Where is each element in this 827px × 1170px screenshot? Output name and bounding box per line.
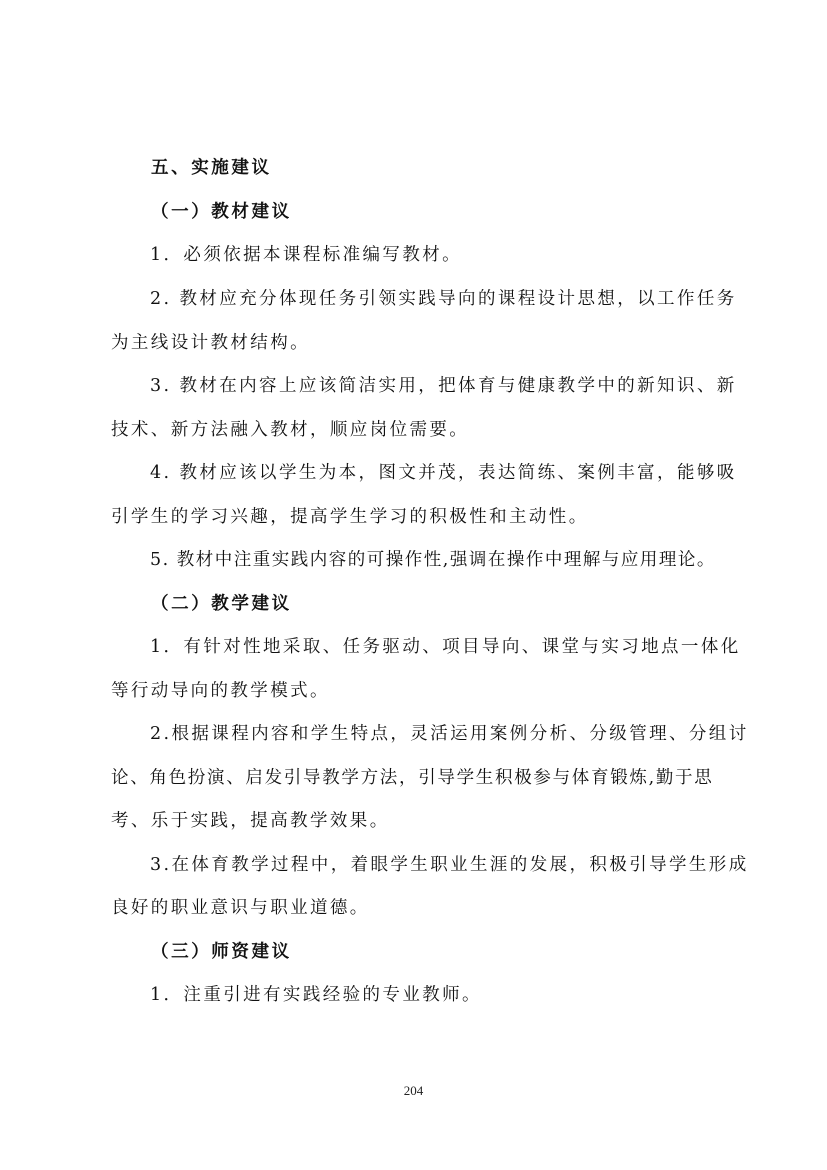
subsection-title-teaching: （二）教学建议 bbox=[151, 594, 292, 614]
paragraph-line: 1．注重引进有实践经验的专业教师。 bbox=[150, 985, 482, 1005]
section-title: 五、实施建议 bbox=[151, 158, 272, 178]
paragraph-line: 考、乐于实践，提高教学效果。 bbox=[111, 811, 390, 831]
paragraph-line: 5. 教材中注重实践内容的可操作性,强调在操作中理解与应用理论。 bbox=[150, 550, 716, 570]
paragraph-line: 4. 教材应该以学生为本，图文并茂，表达简练、案例丰富，能够吸 bbox=[150, 463, 737, 483]
paragraph-line: 良好的职业意识与职业道德。 bbox=[111, 898, 370, 918]
paragraph-line: 1．必须依据本课程标准编写教材。 bbox=[150, 245, 463, 265]
paragraph-line: 3. 教材在内容上应该简洁实用，把体育与健康教学中的新知识、新 bbox=[150, 376, 737, 396]
subsection-title-textbooks: （一）教材建议 bbox=[151, 202, 292, 222]
page-number: 204 bbox=[403, 1083, 424, 1098]
paragraph-line: 2. 教材应充分体现任务引领实践导向的课程设计思想，以工作任务 bbox=[150, 289, 737, 309]
paragraph-line: 3.在体育教学过程中，着眼学生职业生涯的发展，积极引导学生形成 bbox=[150, 855, 749, 875]
paragraph-line: 论、角色扮演、启发引导教学方法，引导学生积极参与体育锻炼,勤于思 bbox=[111, 768, 714, 788]
paragraph-line: 2.根据课程内容和学生特点，灵活运用案例分析、分级管理、分组讨 bbox=[150, 724, 749, 744]
subsection-title-faculty: （三）师资建议 bbox=[151, 942, 292, 962]
paragraph-line: 技术、新方法融入教材，顺应岗位需要。 bbox=[111, 420, 470, 440]
paragraph-line: 1．有针对性地采取、任务驱动、项目导向、课堂与实习地点一体化 bbox=[150, 637, 741, 657]
paragraph-line: 为主线设计教材结构。 bbox=[111, 333, 310, 353]
paragraph-line: 引学生的学习兴趣，提高学生学习的积极性和主动性。 bbox=[111, 507, 589, 527]
paragraph-line: 等行动导向的教学模式。 bbox=[111, 681, 330, 701]
